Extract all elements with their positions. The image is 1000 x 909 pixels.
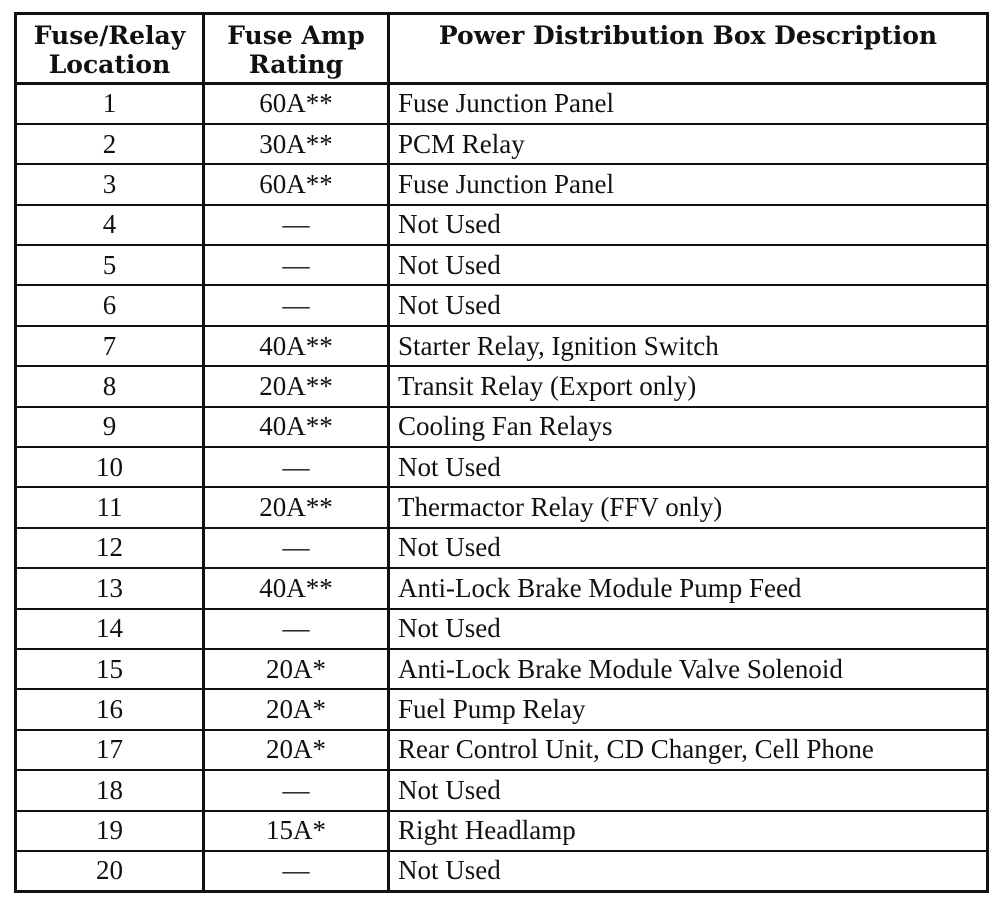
cell-description: Not Used <box>389 285 988 325</box>
cell-amp-rating: 60A** <box>204 164 389 204</box>
cell-amp-rating: 20A* <box>204 689 389 729</box>
table-row <box>16 84 988 124</box>
table-row <box>16 770 988 810</box>
table-row <box>16 407 988 447</box>
header-row <box>16 14 988 84</box>
table-row <box>16 568 988 608</box>
cell-location: 8 <box>16 366 204 406</box>
table-row <box>16 447 988 487</box>
cell-amp-rating: 30A** <box>204 124 389 164</box>
cell-description: Transit Relay (Export only) <box>389 366 988 406</box>
cell-location: 5 <box>16 245 204 285</box>
cell-amp-rating: 60A** <box>204 84 389 124</box>
cell-description: Right Headlamp <box>389 811 988 851</box>
fuse-table <box>14 12 989 893</box>
cell-description: Fuel Pump Relay <box>389 689 988 729</box>
cell-amp-rating: — <box>204 205 389 245</box>
cell-amp-rating: 40A** <box>204 568 389 608</box>
cell-amp-rating: 20A* <box>204 649 389 689</box>
cell-amp-rating: 20A** <box>204 366 389 406</box>
cell-amp-rating: 40A** <box>204 326 389 366</box>
cell-description: Not Used <box>389 609 988 649</box>
cell-location: 19 <box>16 811 204 851</box>
cell-location: 14 <box>16 609 204 649</box>
table-row <box>16 528 988 568</box>
table-row <box>16 245 988 285</box>
cell-amp-rating: — <box>204 609 389 649</box>
cell-amp-rating: 40A** <box>204 407 389 447</box>
cell-amp-rating: — <box>204 528 389 568</box>
table-row <box>16 326 988 366</box>
cell-description: Rear Control Unit, CD Changer, Cell Phone <box>389 730 988 770</box>
cell-location: 3 <box>16 164 204 204</box>
fuse-table-container <box>14 12 989 893</box>
cell-location: 1 <box>16 84 204 124</box>
cell-amp-rating: — <box>204 770 389 810</box>
cell-description: Not Used <box>389 447 988 487</box>
cell-description: Not Used <box>389 245 988 285</box>
header-location: Fuse/Relay Location <box>16 14 204 84</box>
table-row <box>16 487 988 527</box>
cell-description: Anti-Lock Brake Module Pump Feed <box>389 568 988 608</box>
cell-location: 9 <box>16 407 204 447</box>
table-body <box>16 84 988 892</box>
table-row <box>16 124 988 164</box>
header-description: Power Distribution Box Description <box>389 14 988 84</box>
cell-amp-rating: 15A* <box>204 811 389 851</box>
cell-amp-rating: — <box>204 851 389 891</box>
cell-description: Thermactor Relay (FFV only) <box>389 487 988 527</box>
table-row <box>16 851 988 891</box>
cell-description: Not Used <box>389 770 988 810</box>
cell-description: Fuse Junction Panel <box>389 84 988 124</box>
cell-amp-rating: — <box>204 447 389 487</box>
table-row <box>16 205 988 245</box>
cell-location: 17 <box>16 730 204 770</box>
cell-description: Cooling Fan Relays <box>389 407 988 447</box>
table-row <box>16 649 988 689</box>
table-row <box>16 689 988 729</box>
cell-location: 18 <box>16 770 204 810</box>
cell-location: 10 <box>16 447 204 487</box>
table-row <box>16 811 988 851</box>
cell-description: Not Used <box>389 528 988 568</box>
cell-location: 13 <box>16 568 204 608</box>
cell-description: Starter Relay, Ignition Switch <box>389 326 988 366</box>
cell-description: Not Used <box>389 205 988 245</box>
cell-description: Anti-Lock Brake Module Valve Solenoid <box>389 649 988 689</box>
cell-location: 12 <box>16 528 204 568</box>
cell-location: 4 <box>16 205 204 245</box>
cell-location: 20 <box>16 851 204 891</box>
cell-location: 6 <box>16 285 204 325</box>
cell-location: 15 <box>16 649 204 689</box>
cell-location: 7 <box>16 326 204 366</box>
cell-location: 11 <box>16 487 204 527</box>
table-row <box>16 609 988 649</box>
cell-amp-rating: 20A** <box>204 487 389 527</box>
table-row <box>16 366 988 406</box>
cell-description: Fuse Junction Panel <box>389 164 988 204</box>
table-row <box>16 730 988 770</box>
table-row <box>16 164 988 204</box>
cell-location: 16 <box>16 689 204 729</box>
cell-amp-rating: — <box>204 245 389 285</box>
table-row <box>16 285 988 325</box>
cell-location: 2 <box>16 124 204 164</box>
cell-description: PCM Relay <box>389 124 988 164</box>
cell-description: Not Used <box>389 851 988 891</box>
cell-amp-rating: 20A* <box>204 730 389 770</box>
cell-amp-rating: — <box>204 285 389 325</box>
header-amp-rating: Fuse Amp Rating <box>204 14 389 84</box>
